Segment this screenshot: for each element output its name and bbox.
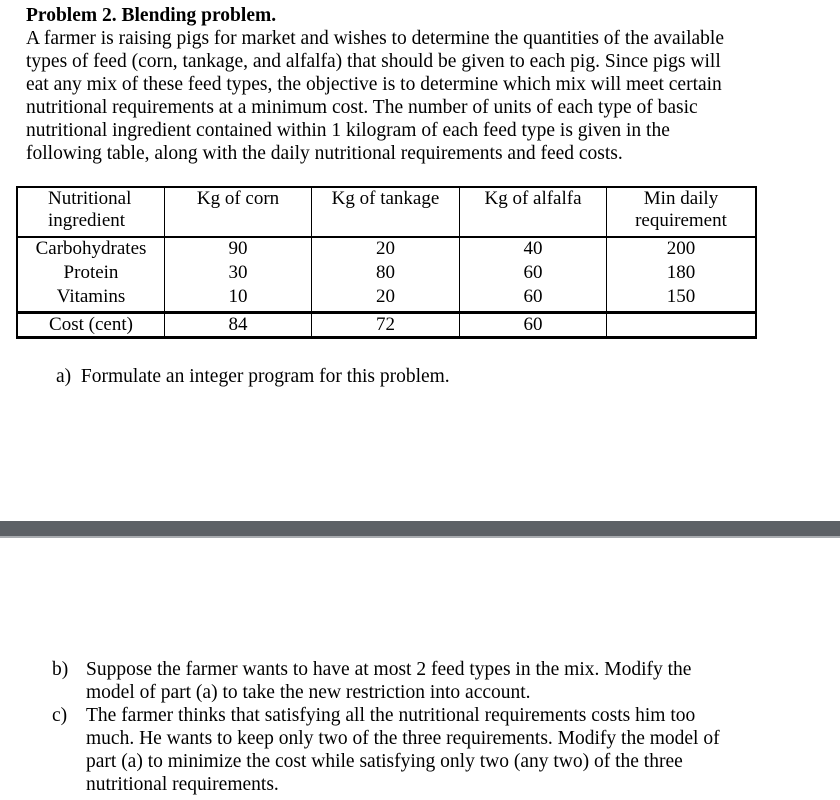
table-cell: 20 [376, 286, 395, 307]
question-line: model of part (a) to take the new restriction into account. [86, 682, 531, 703]
header-text: Nutritional [48, 188, 132, 209]
row-label: Carbohydrates [35, 238, 147, 259]
table-border-bottom [16, 336, 757, 339]
table-cell: 40 [523, 238, 543, 259]
row-label: Cost (cent) [49, 314, 133, 335]
table-cell: 84 [228, 314, 248, 335]
header-nutritional-ingredient [18, 188, 164, 232]
intro-line: A farmer is raising pigs for market and wishes to determine the quantities of the available [26, 28, 725, 49]
question-letter: b) [52, 659, 69, 680]
question-line: The farmer thinks that satisfying all the nutritional requirements costs him too [86, 705, 696, 726]
table-cell: 90 [228, 238, 248, 259]
intro-line: nutritional ingredient contained within 1 kilogram of each feed type is given in the [26, 120, 670, 141]
header-kg-tankage: Kg of tankage [331, 188, 440, 209]
problem-intro [26, 27, 796, 165]
table-cell: 60 [523, 286, 543, 307]
question-line: Suppose the farmer wants to have at most 2 feed types in the mix. Modify the [86, 659, 692, 680]
intro-line: eat any mix of these feed types, the objective is to determine which mix will meet certain [26, 74, 722, 95]
intro-line: nutritional requirements at a minimum cost. The number of units of each type of basic [26, 97, 698, 118]
header-kg-alfalfa: Kg of alfalfa [484, 188, 582, 209]
question-b [52, 658, 822, 704]
header-text: Min daily [643, 188, 719, 209]
header-min-daily-requirement [607, 188, 755, 232]
table-cell: 10 [228, 286, 248, 307]
page-divider [0, 521, 840, 536]
table-cell: 150 [666, 286, 696, 307]
question-text: Formulate an integer program for this problem. [80, 366, 450, 387]
table-cell: 200 [666, 238, 696, 259]
table-cell: 30 [228, 262, 248, 283]
question-line: much. He wants to keep only two of the three requirements. Modify the model of [86, 728, 720, 749]
table-cell: 180 [666, 262, 696, 283]
nutrition-table [16, 186, 757, 339]
intro-line: following table, along with the daily nutritional requirements and feed costs. [26, 143, 623, 164]
page-divider-edge [0, 536, 840, 538]
question-line: part (a) to minimize the cost while satisfying only two (any two) of the three [86, 751, 683, 772]
header-text: requirement [635, 210, 727, 231]
intro-line: types of feed (corn, tankage, and alfalfa) that should be given to each pig. Since pigs will [26, 51, 721, 72]
table-border-right [755, 186, 757, 339]
header-text: ingredient [48, 210, 126, 231]
table-cell: 20 [376, 238, 395, 259]
row-label: Vitamins [56, 286, 126, 307]
question-letter: c) [52, 705, 68, 726]
question-a [56, 365, 450, 388]
header-kg-corn: Kg of corn [196, 188, 280, 209]
table-cell: 60 [523, 262, 543, 283]
question-c [52, 704, 822, 796]
problem-title: Problem 2. Blending problem. [26, 5, 277, 26]
question-list [52, 658, 822, 796]
question-letter: a) [56, 366, 72, 387]
table-cell: 60 [523, 314, 543, 335]
problem-text [26, 4, 796, 165]
table-cell: 72 [376, 314, 395, 335]
question-line: nutritional requirements. [86, 774, 279, 795]
row-label: Protein [63, 262, 119, 283]
table-cell: 80 [376, 262, 395, 283]
